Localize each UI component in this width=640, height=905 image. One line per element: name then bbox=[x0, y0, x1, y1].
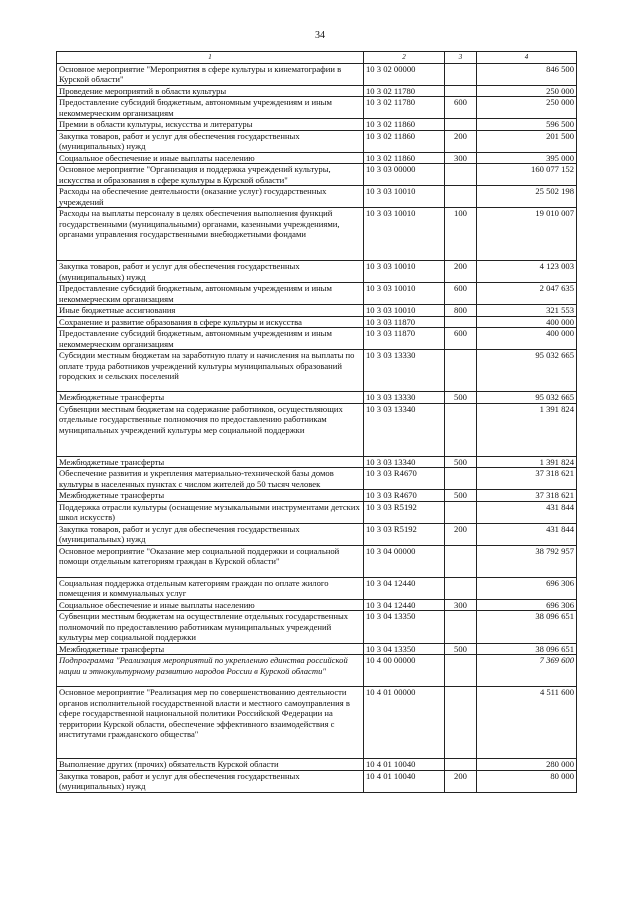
row-code: 10 3 03 10010 bbox=[364, 186, 445, 208]
row-name: Поддержка отрасли культуры (оснащение музыкальными инструментами детских школ искусств) bbox=[57, 501, 364, 523]
row-name: Основное мероприятие "Реализация мер по совершенствованию деятельности органов исполнительной государственной власти и местного самоуправления в сфере государственной национальной политики Российской Федерации на территории Курской области, обеспечение эффективного взаимодействия с институтами гражданского общества" bbox=[57, 687, 364, 759]
row-name: Закупка товаров, работ и услуг для обеспечения государственных (муниципальных) нужд bbox=[57, 130, 364, 152]
row-name: Межбюджетные трансферты bbox=[57, 643, 364, 655]
row-expense-type: 600 bbox=[445, 283, 477, 305]
row-name: Проведение мероприятий в области культуры bbox=[57, 85, 364, 97]
row-code: 10 4 00 00000 bbox=[364, 655, 445, 687]
row-name: Межбюджетные трансферты bbox=[57, 490, 364, 502]
row-code: 10 3 04 12440 bbox=[364, 577, 445, 599]
row-code: 10 3 03 R5192 bbox=[364, 523, 445, 545]
table-row bbox=[57, 687, 577, 759]
row-name: Премии в области культуры, искусства и литературы bbox=[57, 119, 364, 131]
row-amount: 37 318 621 bbox=[477, 490, 577, 502]
row-amount: 95 032 665 bbox=[477, 392, 577, 404]
table-row bbox=[57, 261, 577, 283]
table-row bbox=[57, 164, 577, 186]
row-code: 10 3 03 R4670 bbox=[364, 490, 445, 502]
row-expense-type: 600 bbox=[445, 97, 477, 119]
row-code: 10 3 02 11780 bbox=[364, 97, 445, 119]
table-row bbox=[57, 468, 577, 490]
row-amount: 1 391 824 bbox=[477, 403, 577, 456]
row-name: Межбюджетные трансферты bbox=[57, 392, 364, 404]
table-row bbox=[57, 577, 577, 599]
row-code: 10 3 02 11860 bbox=[364, 130, 445, 152]
row-name: Иные бюджетные ассигнования bbox=[57, 305, 364, 317]
table-row bbox=[57, 97, 577, 119]
table-row bbox=[57, 63, 577, 85]
row-expense-type bbox=[445, 501, 477, 523]
row-amount: 25 502 198 bbox=[477, 186, 577, 208]
row-name: Подпрограмма "Реализация мероприятий по укреплению единства российской нации и этнокультурному развитию народов России в Курской области" bbox=[57, 655, 364, 687]
table-row bbox=[57, 501, 577, 523]
row-code: 10 4 01 10040 bbox=[364, 759, 445, 771]
row-expense-type bbox=[445, 545, 477, 577]
header-col-4: 4 bbox=[477, 52, 577, 64]
row-expense-type bbox=[445, 655, 477, 687]
row-expense-type: 200 bbox=[445, 523, 477, 545]
table-row bbox=[57, 208, 577, 261]
row-name: Субсидии местным бюджетам на заработную плату и начисления на выплаты по оплате труда работников учреждений культуры муниципальных образований городских и сельских поселений bbox=[57, 350, 364, 392]
row-amount: 280 000 bbox=[477, 759, 577, 771]
row-expense-type bbox=[445, 316, 477, 328]
row-expense-type bbox=[445, 350, 477, 392]
row-amount: 400 000 bbox=[477, 328, 577, 350]
row-amount: 19 010 007 bbox=[477, 208, 577, 261]
row-expense-type: 200 bbox=[445, 770, 477, 792]
table-row bbox=[57, 611, 577, 644]
row-expense-type bbox=[445, 85, 477, 97]
row-amount: 1 391 824 bbox=[477, 456, 577, 468]
row-code: 10 3 02 11780 bbox=[364, 85, 445, 97]
row-amount: 431 844 bbox=[477, 501, 577, 523]
header-col-3: 3 bbox=[445, 52, 477, 64]
row-expense-type: 300 bbox=[445, 599, 477, 611]
row-amount: 596 500 bbox=[477, 119, 577, 131]
row-code: 10 3 03 10010 bbox=[364, 261, 445, 283]
table-row bbox=[57, 152, 577, 164]
row-name: Субвенции местным бюджетам на содержание работников, осуществляющих отдельные государственные полномочия по предоставлению работникам муниципальных учреждений культуры мер социальной поддержки bbox=[57, 403, 364, 456]
table-row bbox=[57, 490, 577, 502]
row-amount: 160 077 152 bbox=[477, 164, 577, 186]
header-col-2: 2 bbox=[364, 52, 445, 64]
row-code: 10 3 03 10010 bbox=[364, 305, 445, 317]
row-name: Расходы на обеспечение деятельности (оказание услуг) государственных учреждений bbox=[57, 186, 364, 208]
table-row bbox=[57, 545, 577, 577]
row-amount: 250 000 bbox=[477, 85, 577, 97]
row-code: 10 3 03 13330 bbox=[364, 392, 445, 404]
row-name: Социальное обеспечение и иные выплаты населению bbox=[57, 152, 364, 164]
row-code: 10 3 03 11870 bbox=[364, 316, 445, 328]
row-code: 10 3 03 13330 bbox=[364, 350, 445, 392]
row-name: Основное мероприятие "Организация и поддержка учреждений культуры, искусства и образования в сфере культуры в Курской области" bbox=[57, 164, 364, 186]
row-expense-type: 200 bbox=[445, 261, 477, 283]
row-code: 10 3 03 13340 bbox=[364, 403, 445, 456]
row-code: 10 3 04 12440 bbox=[364, 599, 445, 611]
row-expense-type: 100 bbox=[445, 208, 477, 261]
table-row bbox=[57, 85, 577, 97]
row-code: 10 3 03 11870 bbox=[364, 328, 445, 350]
row-name: Предоставление субсидий бюджетным, автономным учреждениям и иным некоммерческим организациям bbox=[57, 97, 364, 119]
row-name: Основное мероприятие "Мероприятия в сфере культуры и кинематографии в Курской области" bbox=[57, 63, 364, 85]
row-code: 10 3 04 13350 bbox=[364, 643, 445, 655]
row-name: Выполнение других (прочих) обязательств Курской области bbox=[57, 759, 364, 771]
row-amount: 431 844 bbox=[477, 523, 577, 545]
row-amount: 4 511 600 bbox=[477, 687, 577, 759]
table-row bbox=[57, 643, 577, 655]
row-name: Сохранение и развитие образования в сфере культуры и искусства bbox=[57, 316, 364, 328]
table-row bbox=[57, 403, 577, 456]
row-amount: 95 032 665 bbox=[477, 350, 577, 392]
row-code: 10 3 02 11860 bbox=[364, 152, 445, 164]
row-name: Предоставление субсидий бюджетным, автономным учреждениям и иным некоммерческим организациям bbox=[57, 283, 364, 305]
row-amount: 38 792 957 bbox=[477, 545, 577, 577]
row-expense-type: 200 bbox=[445, 130, 477, 152]
row-name: Закупка товаров, работ и услуг для обеспечения государственных (муниципальных) нужд bbox=[57, 523, 364, 545]
row-expense-type bbox=[445, 611, 477, 644]
row-amount: 400 000 bbox=[477, 316, 577, 328]
row-code: 10 3 03 10010 bbox=[364, 283, 445, 305]
row-expense-type: 600 bbox=[445, 328, 477, 350]
table-row bbox=[57, 305, 577, 317]
table-row bbox=[57, 456, 577, 468]
row-code: 10 3 03 R5192 bbox=[364, 501, 445, 523]
row-expense-type bbox=[445, 759, 477, 771]
row-amount: 80 000 bbox=[477, 770, 577, 792]
row-expense-type bbox=[445, 468, 477, 490]
row-name: Социальное обеспечение и иные выплаты населению bbox=[57, 599, 364, 611]
row-expense-type: 500 bbox=[445, 643, 477, 655]
row-amount: 395 000 bbox=[477, 152, 577, 164]
row-name: Субвенции местным бюджетам на осуществление отдельных государственных полномочий по предоставлению работникам муниципальных учреждений культуры мер социальной поддержки bbox=[57, 611, 364, 644]
row-name: Расходы на выплаты персоналу в целях обеспечения выполнения функций государственными (муниципальными) органами, казенными учреждениями, органами управления государственными внебюджетными фондами bbox=[57, 208, 364, 261]
table-row bbox=[57, 523, 577, 545]
row-expense-type bbox=[445, 186, 477, 208]
row-amount: 696 306 bbox=[477, 599, 577, 611]
table-row bbox=[57, 328, 577, 350]
row-name: Социальная поддержка отдельным категориям граждан по оплате жилого помещения и коммунальных услуг bbox=[57, 577, 364, 599]
row-expense-type bbox=[445, 164, 477, 186]
row-amount: 2 047 635 bbox=[477, 283, 577, 305]
row-code: 10 3 03 10010 bbox=[364, 208, 445, 261]
budget-table bbox=[56, 51, 577, 793]
row-code: 10 3 02 00000 bbox=[364, 63, 445, 85]
row-code: 10 4 01 10040 bbox=[364, 770, 445, 792]
header-col-1: 1 bbox=[57, 52, 364, 64]
row-name: Основное мероприятие "Оказание мер социальной поддержки и социальной помощи отдельным категориям граждан в Курской области" bbox=[57, 545, 364, 577]
row-expense-type: 500 bbox=[445, 490, 477, 502]
row-expense-type: 500 bbox=[445, 456, 477, 468]
row-amount: 846 500 bbox=[477, 63, 577, 85]
row-code: 10 3 04 13350 bbox=[364, 611, 445, 644]
row-code: 10 4 01 00000 bbox=[364, 687, 445, 759]
row-code: 10 3 02 11860 bbox=[364, 119, 445, 131]
row-amount: 4 123 003 bbox=[477, 261, 577, 283]
row-amount: 38 096 651 bbox=[477, 643, 577, 655]
row-amount: 250 000 bbox=[477, 97, 577, 119]
row-expense-type: 500 bbox=[445, 392, 477, 404]
row-name: Закупка товаров, работ и услуг для обеспечения государственных (муниципальных) нужд bbox=[57, 261, 364, 283]
row-expense-type bbox=[445, 577, 477, 599]
table-row bbox=[57, 283, 577, 305]
row-expense-type bbox=[445, 119, 477, 131]
table-row bbox=[57, 186, 577, 208]
row-name: Закупка товаров, работ и услуг для обеспечения государственных (муниципальных) нужд bbox=[57, 770, 364, 792]
row-expense-type: 300 bbox=[445, 152, 477, 164]
row-amount: 37 318 621 bbox=[477, 468, 577, 490]
table-row bbox=[57, 599, 577, 611]
table-row bbox=[57, 316, 577, 328]
table-row bbox=[57, 350, 577, 392]
table-row bbox=[57, 119, 577, 131]
table-row bbox=[57, 130, 577, 152]
row-expense-type bbox=[445, 687, 477, 759]
row-amount: 7 369 600 bbox=[477, 655, 577, 687]
row-code: 10 3 04 00000 bbox=[364, 545, 445, 577]
row-name: Предоставление субсидий бюджетным, автономным учреждениям и иным некоммерческим организациям bbox=[57, 328, 364, 350]
page-number: 34 bbox=[315, 30, 325, 41]
row-code: 10 3 03 00000 bbox=[364, 164, 445, 186]
table-row bbox=[57, 655, 577, 687]
table-row bbox=[57, 392, 577, 404]
row-amount: 38 096 651 bbox=[477, 611, 577, 644]
row-expense-type bbox=[445, 403, 477, 456]
row-code: 10 3 03 R4670 bbox=[364, 468, 445, 490]
row-code: 10 3 03 13340 bbox=[364, 456, 445, 468]
row-expense-type bbox=[445, 63, 477, 85]
row-amount: 201 500 bbox=[477, 130, 577, 152]
row-amount: 321 553 bbox=[477, 305, 577, 317]
row-name: Обеспечение развития и укрепления материально-технической базы домов культуры в населенных пунктах с числом жителей до 50 тысяч человек bbox=[57, 468, 364, 490]
row-name: Межбюджетные трансферты bbox=[57, 456, 364, 468]
table-row bbox=[57, 759, 577, 771]
table-header-row bbox=[57, 52, 577, 64]
row-amount: 696 306 bbox=[477, 577, 577, 599]
row-expense-type: 800 bbox=[445, 305, 477, 317]
table-row bbox=[57, 770, 577, 792]
